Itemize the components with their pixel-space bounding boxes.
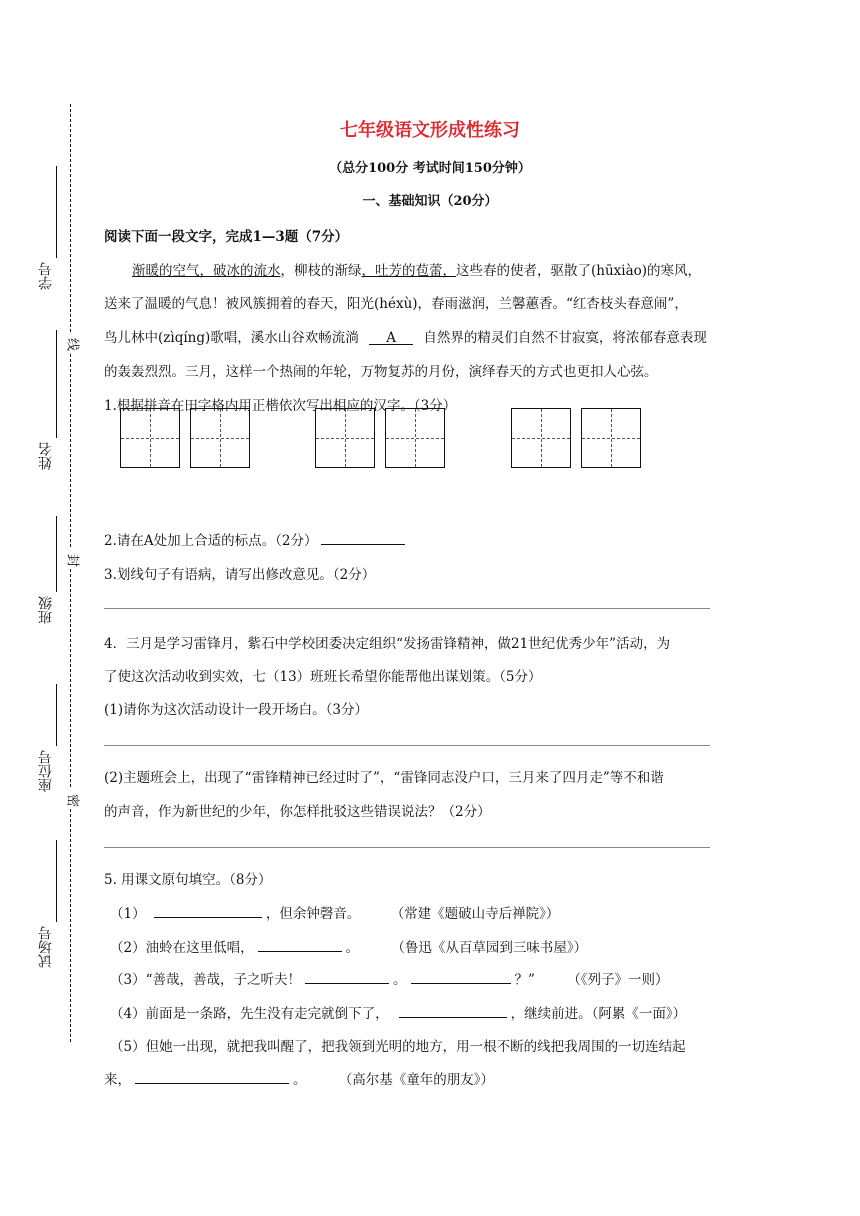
question-5-1 (110, 902, 559, 922)
q5-3-blank-2[interactable] (411, 969, 511, 984)
question-3: 3.划线句子有语病，请写出修改意见。（2分） (104, 567, 376, 583)
q5-3-end: ？” (514, 972, 535, 988)
q5-1-text: ，但余钟磬音。 (265, 906, 361, 922)
question-2 (104, 529, 405, 549)
passage-line-1 (132, 259, 701, 279)
q5-3-source: （《列子》一则） (567, 972, 669, 988)
question-4-line-1: 4．三月是学习雷锋月，紫石中学校团委决定组织“发扬雷锋精神，做21世纪优秀少年”活动，为 (104, 636, 671, 652)
passage-line-3-end: 自然界的精灵们自然不甘寂寞，将浓郁春意表现 (423, 330, 707, 346)
question-5-4 (110, 1002, 686, 1022)
passage-intro: 阅读下面一段文字，完成1—3题（7分） (104, 229, 349, 245)
name-label: 姓名 (38, 442, 54, 470)
q5-3-period: 。 (393, 972, 407, 988)
q5-1-number: （1） (110, 906, 146, 922)
plain-phrase: ，柳枝的渐绿 (280, 263, 362, 279)
tian-grid-5[interactable] (511, 408, 571, 468)
question-4-2-line-1: (2)主题班会上，出现了“雷锋精神已经过时了”，“雷锋同志没户口，三月来了四月走”等不和谐 (104, 770, 664, 786)
question-5-5-line-1: （5）但她一出现，就把我叫醒了，把我领到光明的地方，用一根不断的线把我周围的一切连结起 (110, 1039, 686, 1055)
passage-line-2: 送来了温暖的气息！被风簇拥着的春天，阳光(héxù)，春雨滋润，兰馨蕙香。“红杏枝头春意闹”， (104, 296, 688, 312)
passage-line-4: 的轰轰烈烈。三月，这样一个热闹的年轮，万物复苏的月份，演绎春天的方式也更扣人心弦。 (104, 364, 658, 380)
tian-grid-1[interactable] (120, 408, 180, 468)
underlined-phrase-2: ，吐芳的苞蕾， (361, 263, 456, 279)
class-field[interactable] (56, 516, 57, 592)
question-1: 1.根据拼音在田字格内用正楷依次写出相应的汉字。（3分） (104, 394, 456, 414)
seat-number-label: 座位号 (38, 750, 54, 792)
seal-char-seal: 封 (63, 549, 84, 568)
question-5-2 (110, 936, 587, 956)
seal-char-secret: 密 (63, 789, 84, 808)
q5-1-source: （常建《题破山寺后禅院》） (390, 906, 560, 922)
exam-info: （总分100分 考试时间150分钟） (329, 161, 531, 176)
seat-number-field[interactable] (56, 684, 57, 746)
q5-2-source: （鲁迅《从百草园到三味书屋》） (391, 940, 588, 956)
passage-line-1-rest: 这些春的使者，驱散了(hūxiào)的寒风， (456, 263, 702, 279)
underlined-phrase-1: 渐暖的空气，破冰的流水 (132, 263, 281, 279)
student-id-field[interactable] (56, 166, 57, 258)
question-5-5-line-2 (104, 1068, 494, 1088)
class-label: 班级 (38, 596, 54, 624)
q5-4-blank[interactable] (399, 1003, 507, 1018)
question-3-answer-line[interactable] (104, 608, 710, 609)
q5-2-period: 。 (345, 940, 360, 956)
question-4-1-answer-line[interactable] (104, 745, 710, 746)
q5-4-text: （4）前面是一条路，先生没有走完就倒下了， (110, 1006, 389, 1022)
question-4-line-2: 了使这次活动收到实效，七（13）班班长希望你能帮他出谋划策。（5分） (104, 669, 542, 685)
exam-room-label: 试场号 (38, 926, 54, 968)
tian-grid-4[interactable] (385, 408, 445, 468)
seal-char-line: 线 (63, 333, 84, 352)
q5-5-period: 。 (293, 1072, 307, 1088)
seal-dashed-line (70, 104, 71, 1042)
question-2-text: 2.请在A处加上合适的标点。（2分） (104, 533, 318, 549)
q5-5-source: （高尔基《童年的朋友》） (338, 1072, 495, 1088)
q5-5-blank[interactable] (135, 1069, 289, 1084)
tian-grid-6[interactable] (581, 408, 641, 468)
question-5-3 (110, 968, 668, 988)
tian-grid-3[interactable] (315, 408, 375, 468)
student-id-label: 学号 (38, 262, 54, 290)
q5-3-text: （3）“善哉，善哉，子之听夫！ (110, 972, 301, 988)
q5-5-text: 来， (104, 1072, 131, 1088)
tian-grid-2[interactable] (190, 408, 250, 468)
q5-2-blank[interactable] (258, 937, 342, 952)
question-4-2-line-2: 的声音，作为新世纪的少年，你怎样批驳这些错误说法？（2分） (104, 804, 491, 820)
question-4-1: (1)请你为这次活动设计一段开场白。（3分） (104, 702, 368, 718)
section-heading: 一、基础知识（20分） (362, 194, 498, 209)
blank-a[interactable]: A (369, 330, 413, 345)
name-field[interactable] (56, 330, 57, 438)
q5-2-text: （2）油蛉在这里低唱， (110, 940, 254, 956)
exam-room-field[interactable] (56, 840, 57, 922)
passage-line-3-start: 鸟儿林中(zìqíng)歌唱，溪水山谷欢畅流淌 (104, 330, 359, 346)
q5-3-blank-1[interactable] (305, 969, 389, 984)
page-title: 七年级语文形成性练习 (340, 120, 520, 141)
q5-4-source: ，继续前进。（阿累《一面》） (510, 1006, 687, 1022)
q5-1-blank[interactable] (154, 903, 262, 918)
question-5: 5. 用课文原句填空。（8分） (104, 872, 272, 888)
question-4-2-answer-line[interactable] (104, 847, 710, 848)
question-2-answer-blank[interactable] (321, 530, 405, 545)
passage-line-3 (104, 326, 707, 346)
